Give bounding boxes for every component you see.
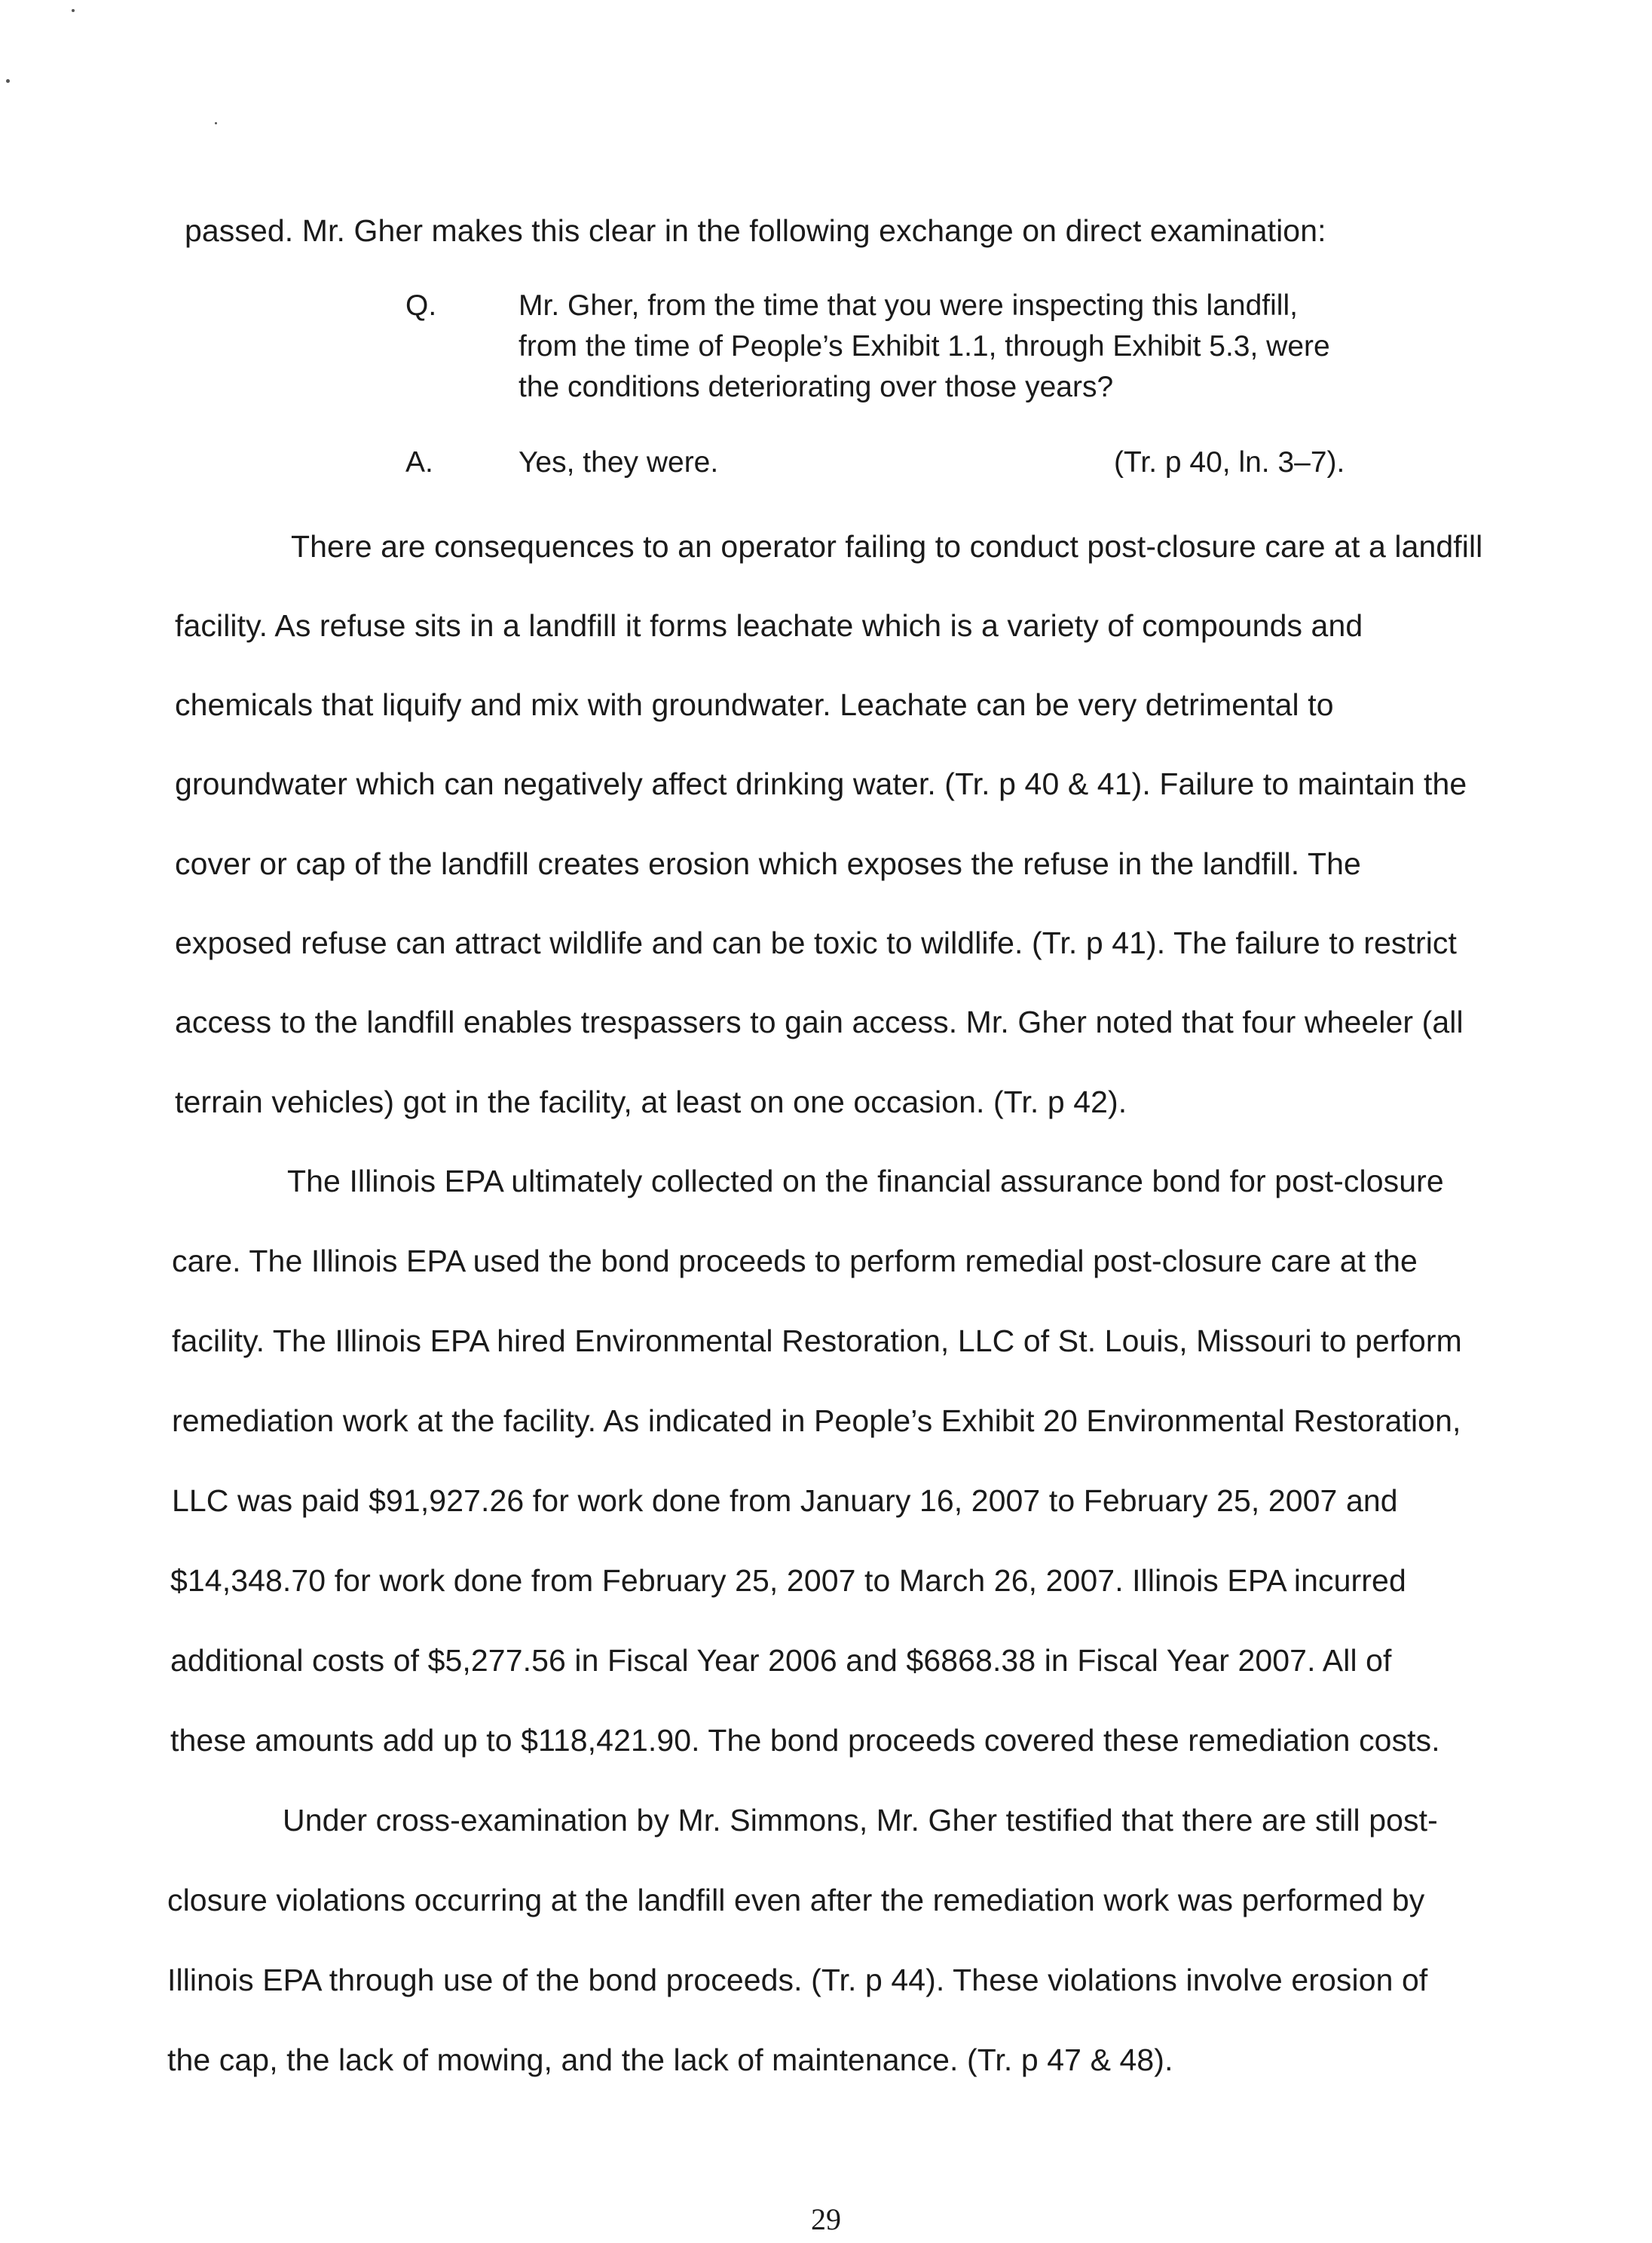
paragraph-2-line: $14,348.70 for work done from February 25, 2007 to March 26, 2007. Illinois EPA incurred	[170, 1563, 1406, 1598]
paragraph-3-line: closure violations occurring at the landfill even after the remediation work was performed by	[167, 1883, 1425, 1917]
question-label: Q.	[405, 289, 437, 322]
page-number: 29	[811, 2202, 841, 2236]
paragraph-1-line: groundwater which can negatively affect drinking water. (Tr. p 40 & 41). Failure to maintain the	[175, 767, 1467, 801]
paragraph-1-line: chemicals that liquify and mix with groundwater. Leachate can be very detrimental to	[175, 687, 1334, 722]
paragraph-2-line: facility. The Illinois EPA hired Environmental Restoration, LLC of St. Louis, Missouri to perform	[172, 1323, 1462, 1358]
scan-speck	[72, 9, 75, 12]
paragraph-3-line: Under cross-examination by Mr. Simmons, Mr. Gher testified that there are still post-	[283, 1803, 1438, 1838]
paragraph-1-line: facility. As refuse sits in a landfill it forms leachate which is a variety of compounds and	[175, 608, 1363, 643]
paragraph-1-line: cover or cap of the landfill creates erosion which exposes the refuse in the landfill. The	[175, 846, 1361, 881]
question-line: from the time of People’s Exhibit 1.1, through Exhibit 5.3, were	[519, 330, 1330, 363]
paragraph-1-line: exposed refuse can attract wildlife and can be toxic to wildlife. (Tr. p 41). The failure to restrict	[175, 926, 1458, 960]
paragraph-1-line: There are consequences to an operator failing to conduct post-closure care at a landfill	[291, 529, 1483, 564]
paragraph-1-line: terrain vehicles) got in the facility, at least on one occasion. (Tr. p 42).	[175, 1085, 1127, 1119]
scan-speck	[6, 79, 10, 83]
paragraph-3-line: Illinois EPA through use of the bond proceeds. (Tr. p 44). These violations involve erosion of	[167, 1963, 1428, 1997]
paragraph-2-line: The Illinois EPA ultimately collected on the financial assurance bond for post-closure	[287, 1164, 1444, 1198]
paragraph-2-line: care. The Illinois EPA used the bond proceeds to perform remedial post-closure care at the	[172, 1244, 1418, 1278]
scan-speck	[215, 122, 217, 124]
paragraph-2-line: these amounts add up to $118,421.90. The bond proceeds covered these remediation costs.	[170, 1723, 1440, 1758]
answer-citation: (Tr. p 40, ln. 3–7).	[1114, 446, 1345, 479]
answer-label: A.	[405, 446, 433, 479]
paragraph-1-line: access to the landfill enables trespassers to gain access. Mr. Gher noted that four wheeler (all	[175, 1005, 1464, 1039]
paragraph-2-line: remediation work at the facility. As indicated in People’s Exhibit 20 Environmental Restoration,	[172, 1403, 1461, 1438]
paragraph-2-line: LLC was paid $91,927.26 for work done from January 16, 2007 to February 25, 2007 and	[172, 1483, 1398, 1518]
question-line: the conditions deteriorating over those years?	[519, 371, 1114, 403]
paragraph-3-line: the cap, the lack of mowing, and the lack of maintenance. (Tr. p 47 & 48).	[167, 2043, 1173, 2077]
paragraph-2-line: additional costs of $5,277.56 in Fiscal Year 2006 and $6868.38 in Fiscal Year 2007. All of	[170, 1643, 1392, 1678]
answer-text: Yes, they were.	[519, 446, 719, 479]
question-line: Mr. Gher, from the time that you were inspecting this landfill,	[519, 289, 1298, 322]
intro-line: passed. Mr. Gher makes this clear in the following exchange on direct examination:	[185, 213, 1326, 248]
